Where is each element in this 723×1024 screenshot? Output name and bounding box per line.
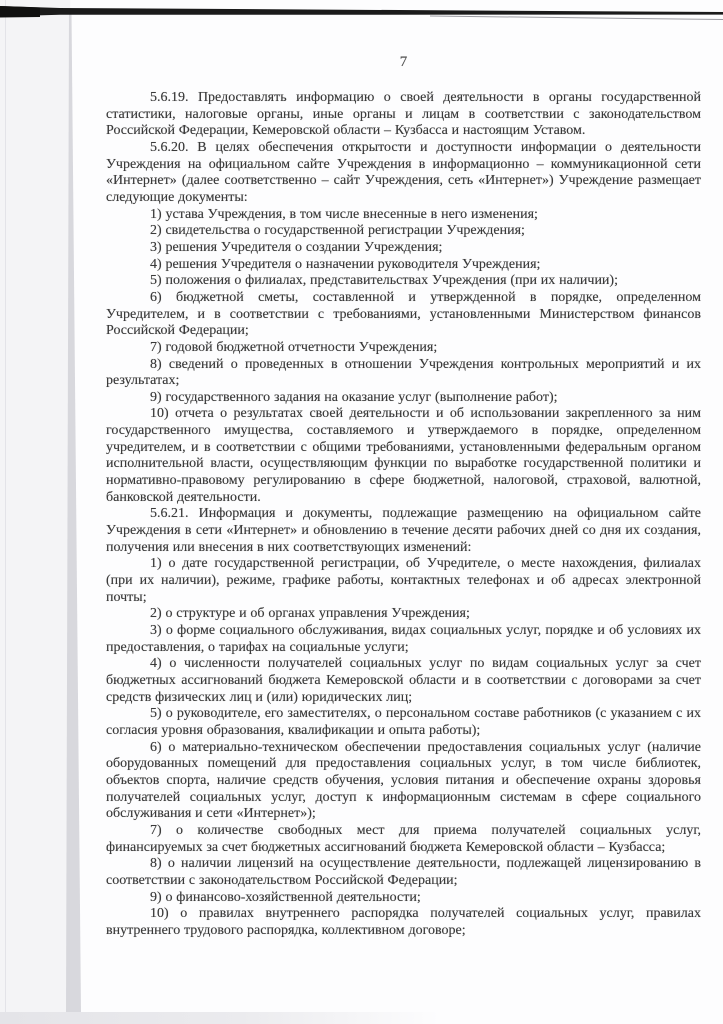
paragraph: 5) о руководителе, его заместителях, о персональном составе работников (с указанием с их согласия уровня образования, квалификации и опыта работы); <box>106 706 701 738</box>
paragraph: 8) сведений о проведенных в отношении Учреждения контрольных мероприятий и их результатах; <box>106 356 701 389</box>
paragraph: 3) о форме социального обслуживания, видах социальных услуг, порядке и об условиях их предоставления, о тарифах на социальные услуги; <box>106 623 701 655</box>
page-number: 7 <box>399 54 408 70</box>
paragraph: 6) о материально-техническом обеспечении предоставления социальных услуг (наличие оборудованных помещений для предоставления социальных услуг, в том числе библиотек, объектов спорта, наличие средств обучения, условия питания и обеспечение охраны здоровья получателей социальных услуг, доступ к информационным системам в сфере социального обслуживания и сети «Интернет»); <box>106 739 701 822</box>
paragraph: 5.6.21. Информация и документы, подлежащие размещению на официальном сайте Учреждения в сети «Интернет» и обновлению в течение десяти рабочих дней со дня их создания, получения или внесения в них соответствующих изменений: <box>106 506 701 555</box>
paragraph: 3) решения Учредителя о создании Учреждения; <box>150 239 443 255</box>
paragraph: 10) о правилах внутреннего распорядка получателей социальных услуг, правилах внутреннего трудового распорядка, коллективном договоре; <box>106 906 701 938</box>
paragraph: 5.6.20. В целях обеспечения открытости и доступности информации о деятельности Учреждения на официальном сайте Учреждения в информационно – коммуникационной сети «Интернет» (далее соответственно – сайт Учреждения, сеть «Интернет») Учреждение размещает следующие документы: <box>106 139 701 205</box>
paragraph: 8) о наличии лицензий на осуществление деятельности, подлежащей лицензированию в соответствии с законодательством Российской Федерации; <box>106 856 701 888</box>
paragraph: 2) о структуре и об органах управления Учреждения; <box>150 606 470 622</box>
scan-bottom-shadow <box>0 1012 440 1024</box>
paragraph: 7) годовой бюджетной отчетности Учреждения; <box>150 339 438 355</box>
paragraph: 5) положения о филиалах, представительствах Учреждения (при их наличии); <box>150 273 618 289</box>
document-body <box>106 90 701 939</box>
paragraph: 4) решения Учредителя о назначении руководителя Учреждения; <box>150 256 541 272</box>
paragraph: 9) государственного задания на оказание услуг (выполнение работ); <box>150 389 558 405</box>
paragraph: 7) о количестве свободных мест для приема получателей социальных услуг, финансируемых за счет бюджетных ассигнований бюджета Кемеровской области – Кузбасса; <box>106 822 701 855</box>
paragraph: 5.6.19. Предоставлять информацию о своей деятельности в органы государственной статистики, налоговые органы, иные органы и лицам в соответствии с законодательством Российской Федерации, Кемеровской области – Кузбасса и настоящим Уставом. <box>106 90 701 139</box>
paragraph: 10) отчета о результатах своей деятельности и об использовании закрепленного за ним государственного имущества, составляемого и утверждаемого в порядке, определенном учредителем, и в соответствии с общими требованиями, установленными федеральным органом исполнительной власти, осуществляющим функции по выработке государственной политики и нормативно-правовому регулированию в сфере бюджетной, налоговой, страховой, валютной, банковской деятельности. <box>106 406 701 505</box>
scan-top-edge-line <box>0 0 723 34</box>
paragraph: 6) бюджетной сметы, составленной и утвержденной в порядке, определенном Учредителем, и в соответствии с требованиями, установленными Министерством финансов Российской Федерации; <box>106 289 701 339</box>
scan-margin-strip <box>0 0 70 1024</box>
paragraph: 1) устава Учреждения, в том числе внесенные в него изменения; <box>150 206 538 222</box>
paragraph: 1) о дате государственной регистрации, об Учредителе, о месте нахождения, филиалах (при их наличии), режиме, графике работы, контактных телефонах и об адресах электронной почты; <box>106 556 701 605</box>
paragraph: 4) о численности получателей социальных услуг по видам социальных услуг за счет бюджетных ассигнований бюджета Кемеровской области и в соответствии с договорами за счет средств физических лиц и (или) юридических лиц; <box>106 656 701 705</box>
scan-left-fold-line <box>5 0 6 1024</box>
paragraph: 2) свидетельства о государственной регистрации Учреждения; <box>150 223 525 239</box>
paragraph: 9) о финансово-хозяйственной деятельности; <box>150 889 421 905</box>
